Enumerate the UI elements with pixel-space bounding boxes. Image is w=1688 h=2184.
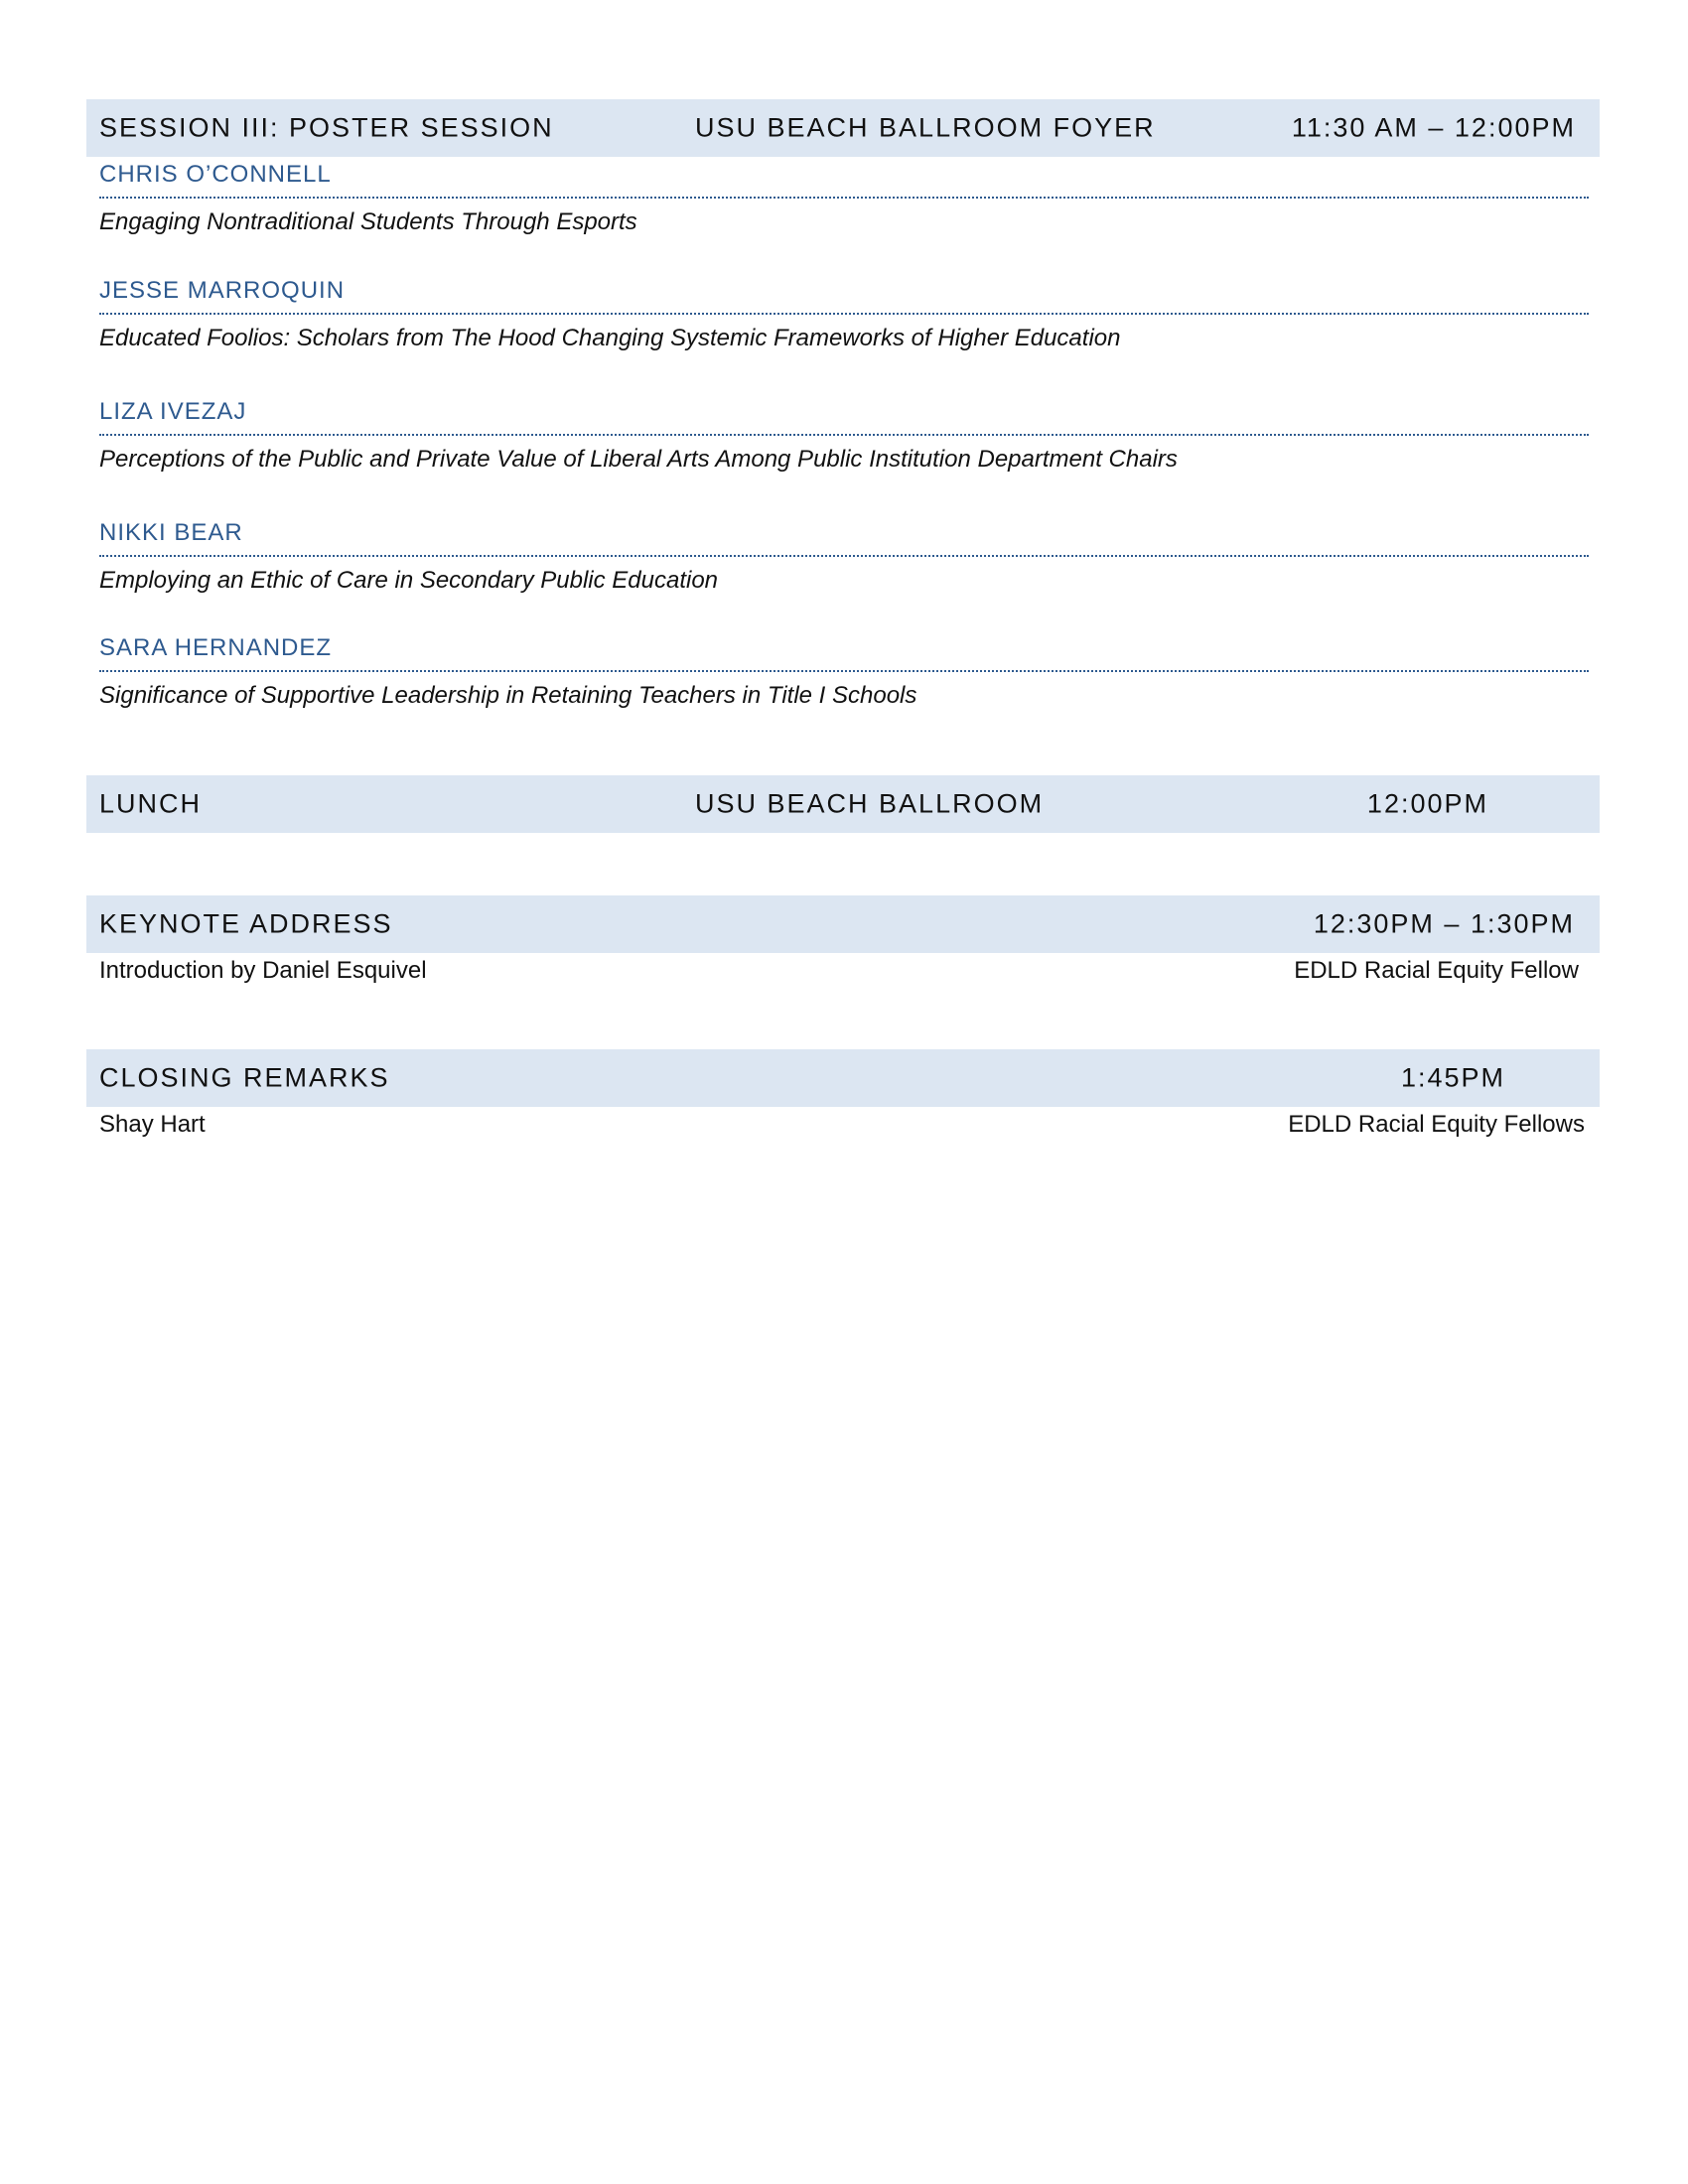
presentation-title: Significance of Supportive Leadership in Retaining Teachers in Title I Schools <box>99 682 917 709</box>
presentation-title: Perceptions of the Public and Private Value of Liberal Arts Among Public Institution Department Chairs <box>99 446 1178 473</box>
presentation-title: Employing an Ethic of Care in Secondary Public Education <box>99 567 719 594</box>
keynote-role: EDLD Racial Equity Fellow <box>1294 957 1579 984</box>
session-time: 11:30 AM – 12:00PM <box>1291 112 1576 143</box>
keynote-header-bar <box>86 895 1600 953</box>
session-location: USU BEACH BALLROOM FOYER <box>695 112 1156 143</box>
presentation-title: Educated Foolios: Scholars from The Hood Changing Systemic Frameworks of Higher Education <box>99 325 1121 351</box>
presenter-entry <box>99 277 1589 352</box>
presenter-entry <box>99 398 1589 474</box>
presenter-name: LIZA IVEZAJ <box>99 398 1589 436</box>
closing-title: CLOSING REMARKS <box>99 1062 390 1093</box>
keynote-intro: Introduction by Daniel Esquivel <box>99 957 427 984</box>
presenter-name: JESSE MARROQUIN <box>99 277 1589 315</box>
closing-header-bar <box>86 1049 1600 1107</box>
keynote-title: KEYNOTE ADDRESS <box>99 908 393 939</box>
keynote-time: 12:30PM – 1:30PM <box>1313 908 1575 939</box>
presenter-entry <box>99 161 1589 236</box>
presenter-name: CHRIS O’CONNELL <box>99 161 1589 199</box>
session-header-bar <box>86 99 1600 157</box>
lunch-header-bar <box>86 775 1600 833</box>
lunch-time: 12:00PM <box>1366 788 1488 819</box>
presenter-name: NIKKI BEAR <box>99 519 1589 557</box>
lunch-title: LUNCH <box>99 788 203 819</box>
presenter-name: SARA HERNANDEZ <box>99 634 1589 672</box>
closing-speaker: Shay Hart <box>99 1111 206 1138</box>
lunch-location: USU BEACH BALLROOM <box>695 788 1045 819</box>
closing-time: 1:45PM <box>1400 1062 1505 1093</box>
session-title: SESSION III: POSTER SESSION <box>99 112 554 143</box>
presentation-title: Engaging Nontraditional Students Through Esports <box>99 208 637 235</box>
closing-role: EDLD Racial Equity Fellows <box>1288 1111 1585 1138</box>
presenter-entry <box>99 634 1589 710</box>
presenter-entry <box>99 519 1589 595</box>
